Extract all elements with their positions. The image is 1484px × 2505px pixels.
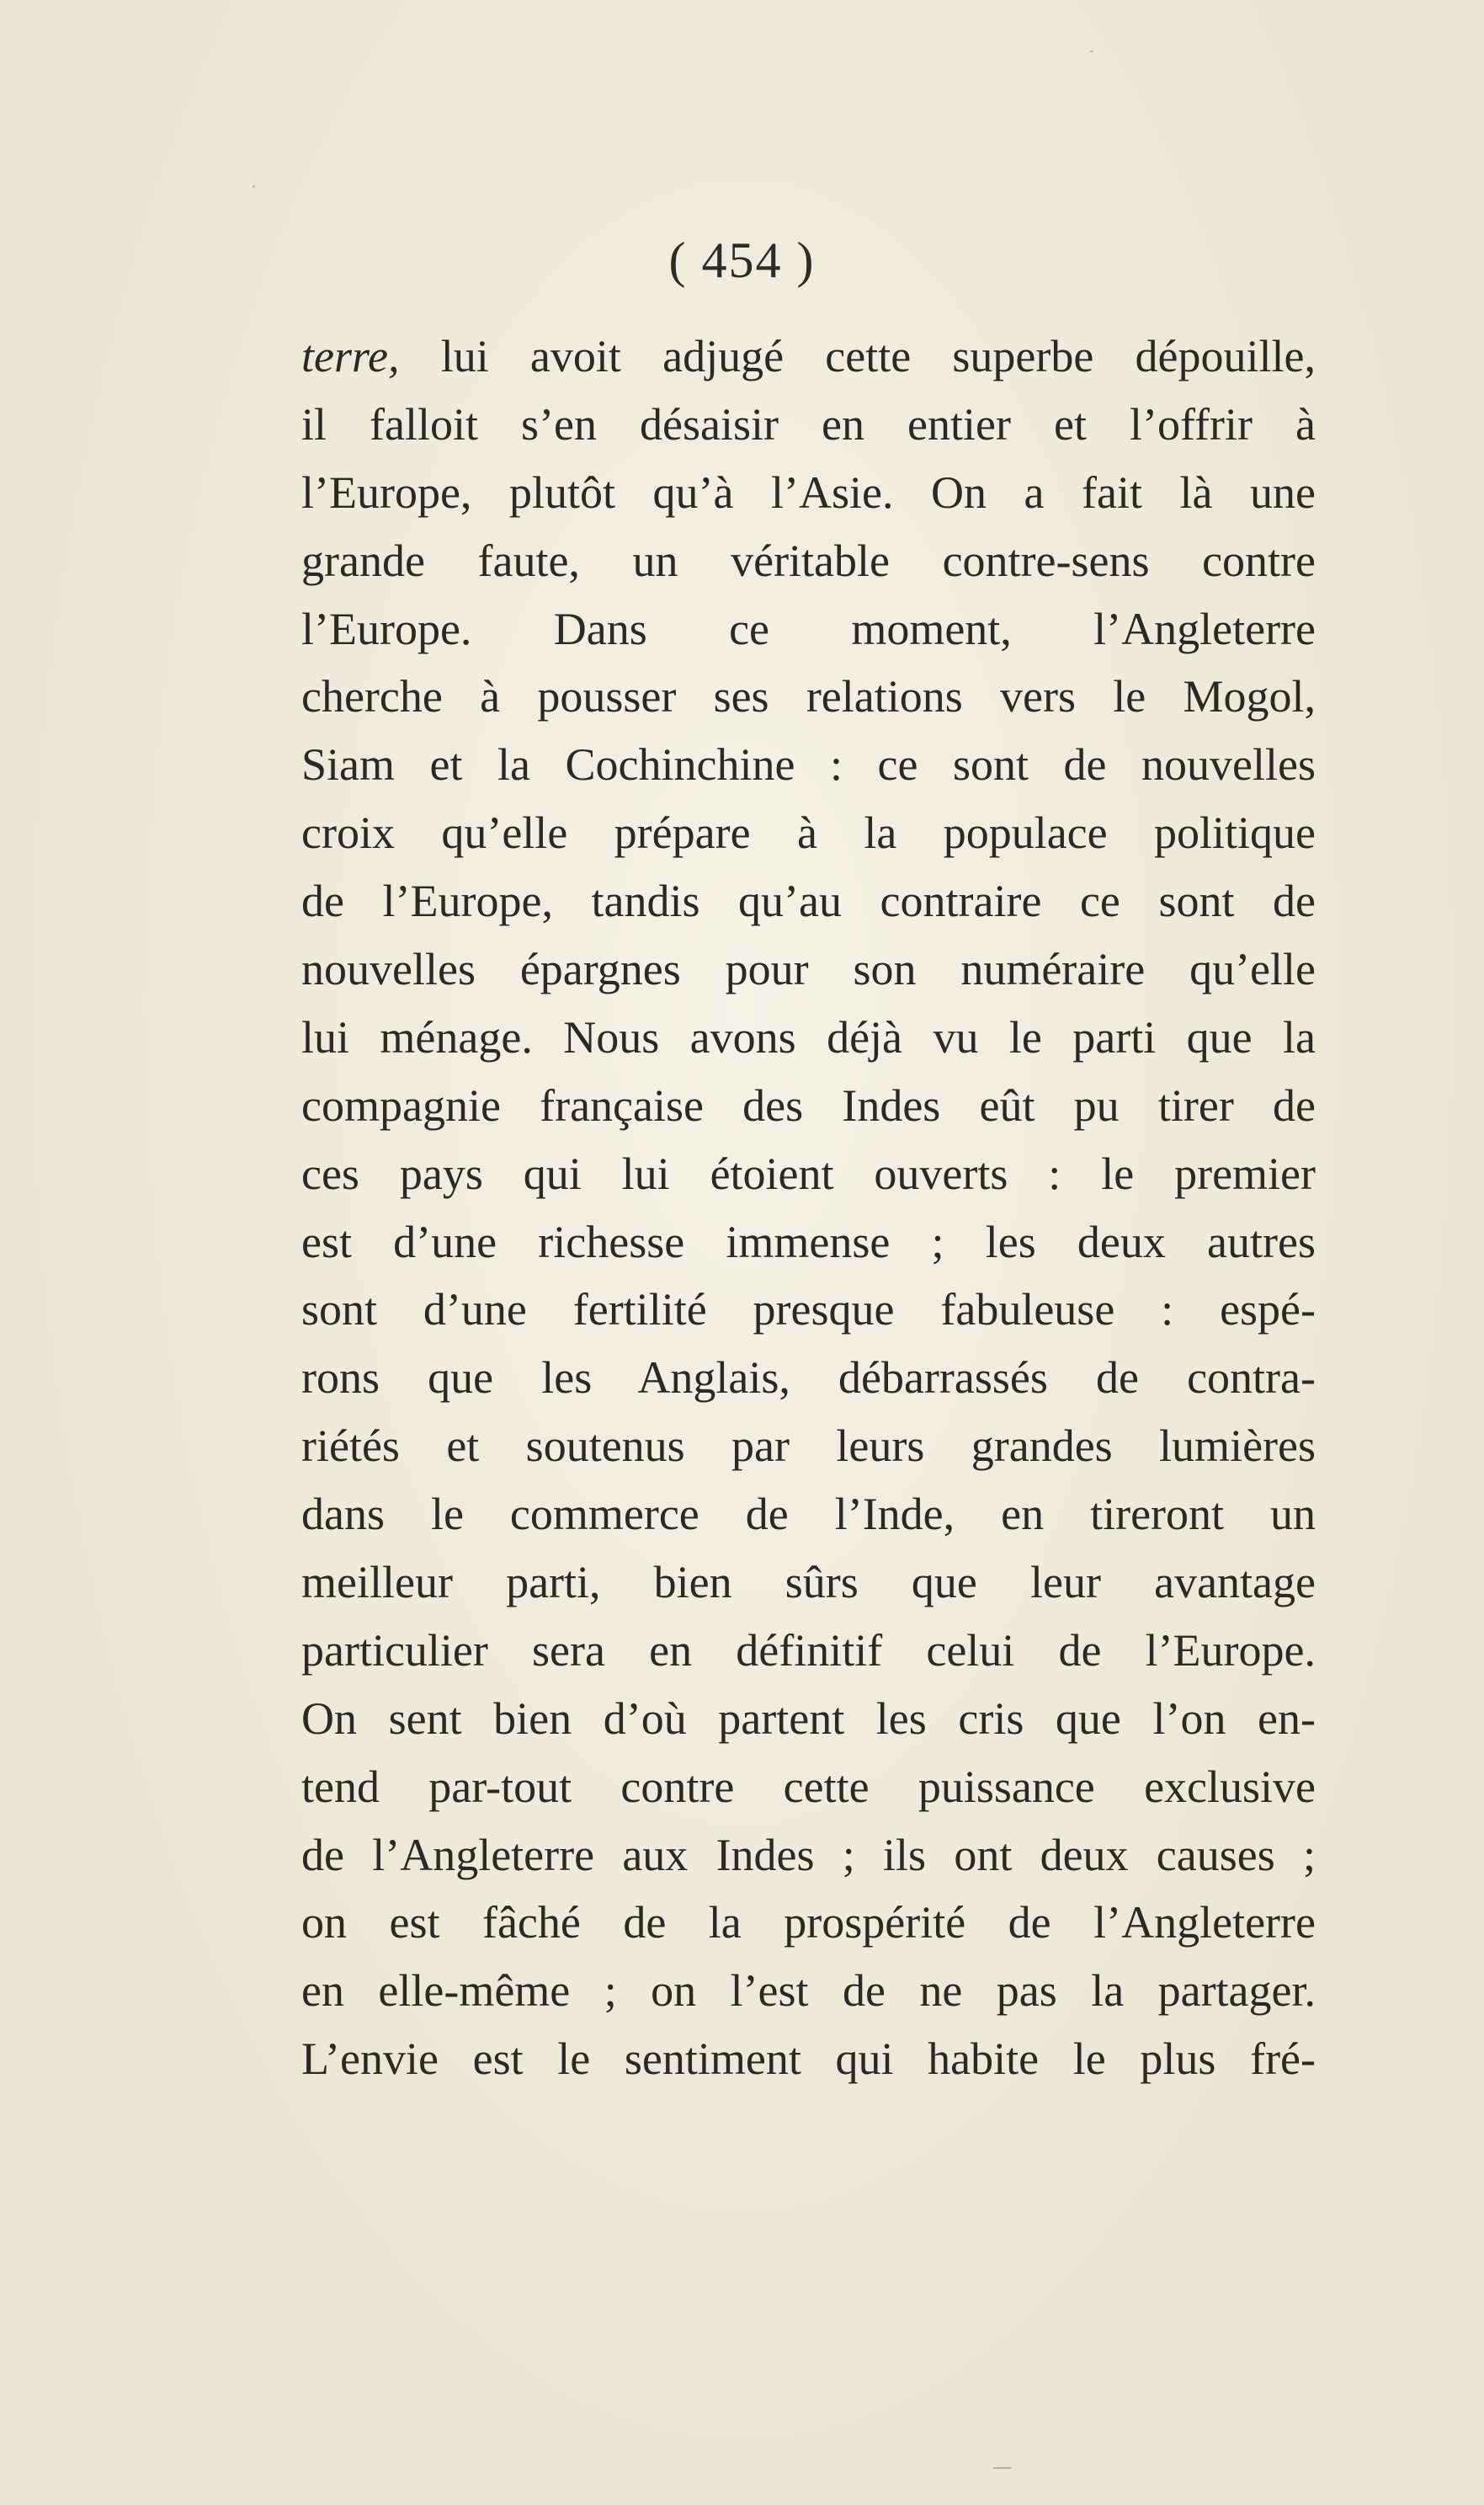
text-line <box>301 1208 1316 1276</box>
text-line <box>301 322 1316 391</box>
line-text: en elle-même ; on l’est de ne pas la partager. <box>301 1965 1316 2017</box>
text-line <box>301 1617 1316 1685</box>
paper-speck <box>1090 51 1093 52</box>
text-line <box>301 663 1316 731</box>
text-line <box>301 1821 1316 1889</box>
line-text: L’envie est le sentiment qui habite le plus fré- <box>301 2033 1316 2085</box>
text-line <box>301 1140 1316 1208</box>
page-number-header: ( 454 ) <box>668 232 816 288</box>
text-line <box>301 799 1316 867</box>
line-text: rons que les Anglais, débarrassés de contra- <box>301 1352 1316 1404</box>
line-text: meilleur parti, bien sûrs que leur avantage <box>301 1557 1316 1608</box>
line-text: tend par-tout contre cette puissance exclusive <box>301 1761 1316 1812</box>
text-line <box>301 2025 1316 2093</box>
text-line <box>301 1344 1316 1412</box>
line-text: nouvelles épargnes pour son numéraire qu’elle <box>301 944 1316 995</box>
line-text: l’Europe, plutôt qu’à l’Asie. On a fait là une <box>301 466 1316 518</box>
line-text: de l’Angleterre aux Indes ; ils ont deux causes ; <box>301 1829 1316 1880</box>
line-text: riétés et soutenus par leurs grandes lumières <box>301 1420 1316 1472</box>
text-line <box>301 1412 1316 1480</box>
italic-word: terre, <box>301 331 400 381</box>
line-text: particulier sera en définitif celui de l’Europe. <box>301 1624 1316 1676</box>
text-line <box>301 1548 1316 1617</box>
line-text: sont d’une fertilité presque fabuleuse : espé- <box>301 1284 1316 1335</box>
text-line <box>301 731 1316 799</box>
text-line <box>301 1480 1316 1548</box>
line-text: il falloit s’en désaisir en entier et l’offrir à <box>301 398 1316 450</box>
text-line <box>301 391 1316 459</box>
line-text: est d’une richesse immense ; les deux autres <box>301 1216 1316 1267</box>
line-text: l’Europe. Dans ce moment, l’Angleterre <box>301 603 1316 654</box>
line-text: grande faute, un véritable contre-sens contre <box>301 535 1316 586</box>
line-text: On sent bien d’où partent les cris que l’on en- <box>301 1692 1316 1744</box>
text-line <box>301 1889 1316 1957</box>
body-text <box>301 322 1316 2093</box>
text-line <box>301 1685 1316 1753</box>
paper-speck <box>993 2467 1012 2469</box>
text-line <box>301 1072 1316 1140</box>
text-line <box>301 867 1316 935</box>
paper-speck <box>253 185 255 188</box>
line-text: Siam et la Cochinchine : ce sont de nouvelles <box>301 739 1316 791</box>
text-line <box>301 527 1316 595</box>
text-line <box>301 595 1316 664</box>
line-text: croix qu’elle prépare à la populace politique <box>301 807 1316 859</box>
line-text: cherche à pousser ses relations vers le Mogol, <box>301 671 1316 722</box>
line-text: compagnie française des Indes eût pu tirer de <box>301 1079 1316 1131</box>
line-text: de l’Europe, tandis qu’au contraire ce sont de <box>301 876 1316 927</box>
line-text: dans le commerce de l’Inde, en tireront un <box>301 1489 1316 1540</box>
text-line <box>301 935 1316 1004</box>
text-line <box>301 1276 1316 1344</box>
line-text: ces pays qui lui étoient ouverts : le premier <box>301 1148 1316 1199</box>
text-line <box>301 459 1316 527</box>
line-text: lui ménage. Nous avons déjà vu le parti que la <box>301 1011 1316 1063</box>
line-text: on est fâché de la prospérité de l’Angleterre <box>301 1897 1316 1948</box>
text-line <box>301 1753 1316 1821</box>
text-line <box>301 1957 1316 2025</box>
text-line <box>301 1004 1316 1072</box>
line-text: lui avoit adjugé cette superbe dépouille, <box>399 331 1316 381</box>
